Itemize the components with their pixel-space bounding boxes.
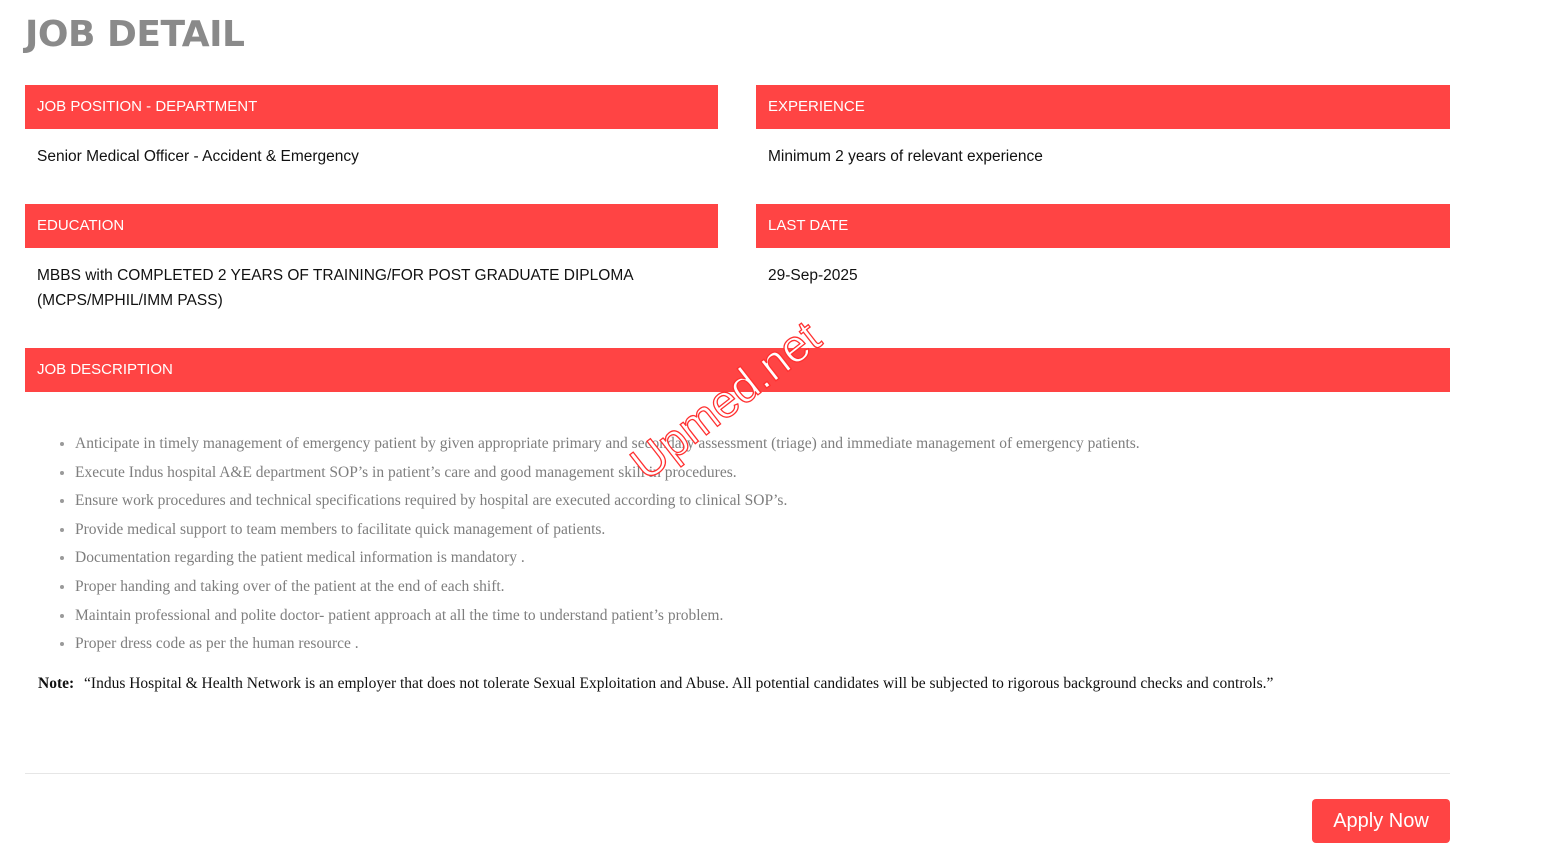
job-position-header: JOB POSITION - DEPARTMENT bbox=[25, 85, 718, 129]
list-item: • Documentation regarding the patient medical information is mandatory . bbox=[75, 544, 1140, 573]
job-description-header: JOB DESCRIPTION bbox=[25, 348, 1450, 392]
apply-now-button[interactable]: Apply Now bbox=[1312, 799, 1450, 843]
list-item: • Ensure work procedures and technical specifications required by hospital are executed according to clinical SOP’s. bbox=[75, 487, 1140, 516]
job-position-value: Senior Medical Officer - Accident & Emergency bbox=[37, 148, 359, 165]
note-label: Note: bbox=[38, 675, 75, 692]
experience-card bbox=[756, 85, 1450, 169]
education-header: EDUCATION bbox=[25, 204, 718, 248]
page-title: JOB DETAIL bbox=[25, 14, 245, 55]
job-description-list bbox=[50, 430, 1140, 659]
education-card bbox=[25, 204, 718, 313]
last-date-card bbox=[756, 204, 1450, 288]
last-date-value: 29-Sep-2025 bbox=[768, 267, 858, 284]
note-text: “Indus Hospital & Health Network is an employer that does not tolerate Sexual Exploitation and Abuse. All potential candidates will be subjected to rigorous background checks and controls.” bbox=[84, 675, 1274, 692]
divider bbox=[25, 773, 1450, 774]
experience-value: Minimum 2 years of relevant experience bbox=[768, 148, 1043, 165]
last-date-header: LAST DATE bbox=[756, 204, 1450, 248]
list-item: • Provide medical support to team members to facilitate quick management of patients. bbox=[75, 516, 1140, 545]
list-item: • Proper dress code as per the human resource . bbox=[75, 630, 1140, 659]
list-item: • Anticipate in timely management of emergency patient by given appropriate primary and secondary assessment (triage) and immediate management of emergency patients. bbox=[75, 430, 1140, 459]
experience-header: EXPERIENCE bbox=[756, 85, 1450, 129]
list-item: • Execute Indus hospital A&E department SOP’s in patient’s care and good management skill in procedures. bbox=[75, 459, 1140, 488]
job-position-card bbox=[25, 85, 718, 169]
list-item: • Proper handing and taking over of the patient at the end of each shift. bbox=[75, 573, 1140, 602]
list-item: • Maintain professional and polite doctor- patient approach at all the time to understand patient’s problem. bbox=[75, 602, 1140, 631]
note bbox=[38, 675, 1273, 693]
education-value: MBBS with COMPLETED 2 YEARS OF TRAINING/FOR POST GRADUATE DIPLOMA (MCPS/MPHIL/IMM PASS) bbox=[37, 267, 633, 309]
job-description-card bbox=[25, 348, 1450, 392]
watermark-text: Upmed.net bbox=[620, 310, 830, 490]
